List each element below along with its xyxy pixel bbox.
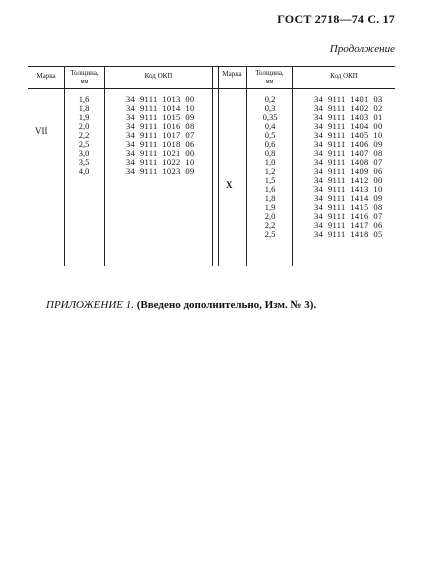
thickness-cell: 2,0 xyxy=(264,211,276,221)
thickness-cell: 2,0 xyxy=(78,121,90,131)
thickness-cell: 2,2 xyxy=(78,130,90,140)
okp-code-cell: 34 9111 1013 00 xyxy=(126,94,195,104)
table-col-divider xyxy=(64,66,65,266)
thickness-cell: 0,4 xyxy=(264,121,276,131)
okp-code-cell: 34 9111 1412 00 xyxy=(314,175,383,185)
header-okp xyxy=(293,72,395,81)
thickness-cell: 1,8 xyxy=(264,193,276,203)
okp-code-cell: 34 9111 1402 02 xyxy=(314,103,383,113)
header-grade-label: Марка xyxy=(36,72,56,80)
thickness-cell: 0,35 xyxy=(262,112,278,122)
okp-code-cell: 34 9111 1405 10 xyxy=(314,130,383,140)
okp-code-cell: 34 9111 1417 06 xyxy=(314,220,383,230)
thickness-cell: 1,8 xyxy=(78,103,90,113)
thickness-cell: 3,0 xyxy=(78,148,90,158)
grade-value: X xyxy=(226,180,233,190)
thickness-cell: 1,6 xyxy=(264,184,276,194)
thickness-cell: 0,5 xyxy=(264,130,276,140)
header-grade xyxy=(28,72,64,81)
thickness-cell: 0,3 xyxy=(264,103,276,113)
okp-code-cell: 34 9111 1413 10 xyxy=(314,184,383,194)
header-grade-label: Марка xyxy=(222,70,242,78)
header-thickness xyxy=(65,69,104,86)
thickness-cell: 1,0 xyxy=(264,157,276,167)
thickness-cell: 1,2 xyxy=(264,166,276,176)
header-okp xyxy=(105,72,212,81)
thickness-cell: 4,0 xyxy=(78,166,90,176)
okp-code-cell: 34 9111 1015 09 xyxy=(126,112,195,122)
thickness-cell: 3,5 xyxy=(78,157,90,167)
header-thickness-unit: мм xyxy=(265,79,274,85)
okp-code-cell: 34 9111 1409 06 xyxy=(314,166,383,176)
okp-code-cell: 34 9111 1014 10 xyxy=(126,103,195,113)
okp-code-cell: 34 9111 1017 07 xyxy=(126,130,195,140)
header-grade xyxy=(218,70,246,79)
thickness-cell: 0,2 xyxy=(264,94,276,104)
appendix-label: ПРИЛОЖЕНИЕ 1. xyxy=(46,299,134,311)
table-col-divider xyxy=(246,66,247,266)
okp-code-cell: 34 9111 1416 07 xyxy=(314,211,383,221)
okp-code-cell: 34 9111 1407 08 xyxy=(314,148,383,158)
thickness-cell: 1,5 xyxy=(264,175,276,185)
header-thickness xyxy=(247,69,292,86)
thickness-cell: 2,5 xyxy=(78,139,90,149)
appendix-amendment: (Введено дополнительно, Изм. № 3). xyxy=(136,299,317,311)
header-thickness-label: Толщина, xyxy=(255,69,284,77)
table-col-divider xyxy=(218,66,219,266)
header-okp-label: Код ОКП xyxy=(330,72,358,80)
continuation-label: Продолжение xyxy=(329,43,395,55)
okp-code-cell: 34 9111 1022 10 xyxy=(126,157,195,167)
okp-code-cell: 34 9111 1023 09 xyxy=(126,166,195,176)
table-col-divider xyxy=(212,66,213,266)
okp-code-cell: 34 9111 1415 08 xyxy=(314,202,383,212)
thickness-cell: 1,9 xyxy=(78,112,90,122)
thickness-cell: 0,8 xyxy=(264,148,276,158)
page-header: ГОСТ 2718—74 С. 17 xyxy=(277,12,395,26)
thickness-cell: 1,6 xyxy=(78,94,90,104)
header-okp-label: Код ОКП xyxy=(144,72,173,80)
appendix-note xyxy=(46,299,316,311)
table-col-divider xyxy=(104,66,105,266)
okp-code-cell: 34 9111 1414 09 xyxy=(314,193,383,203)
okp-code-cell: 34 9111 1401 03 xyxy=(314,94,383,104)
okp-code-cell: 34 9111 1406 09 xyxy=(314,139,383,149)
okp-code-cell: 34 9111 1021 00 xyxy=(126,148,195,158)
okp-code-cell: 34 9111 1018 06 xyxy=(126,139,195,149)
okp-code-cell: 34 9111 1418 05 xyxy=(314,229,383,239)
okp-code-cell: 34 9111 1403 01 xyxy=(314,112,383,122)
okp-code-cell: 34 9111 1016 08 xyxy=(126,121,195,131)
thickness-cell: 0,6 xyxy=(264,139,276,149)
okp-code-cell: 34 9111 1404 00 xyxy=(314,121,383,131)
thickness-cell: 1,9 xyxy=(264,202,276,212)
okp-code-table xyxy=(28,66,395,266)
thickness-cell: 2,2 xyxy=(264,220,276,230)
header-thickness-unit: мм xyxy=(80,79,89,85)
thickness-cell: 2,5 xyxy=(264,229,276,239)
table-col-divider xyxy=(292,66,293,266)
grade-value: VII xyxy=(35,126,48,136)
header-thickness-label: Толщина, xyxy=(70,69,99,77)
okp-code-cell: 34 9111 1408 07 xyxy=(314,157,383,167)
